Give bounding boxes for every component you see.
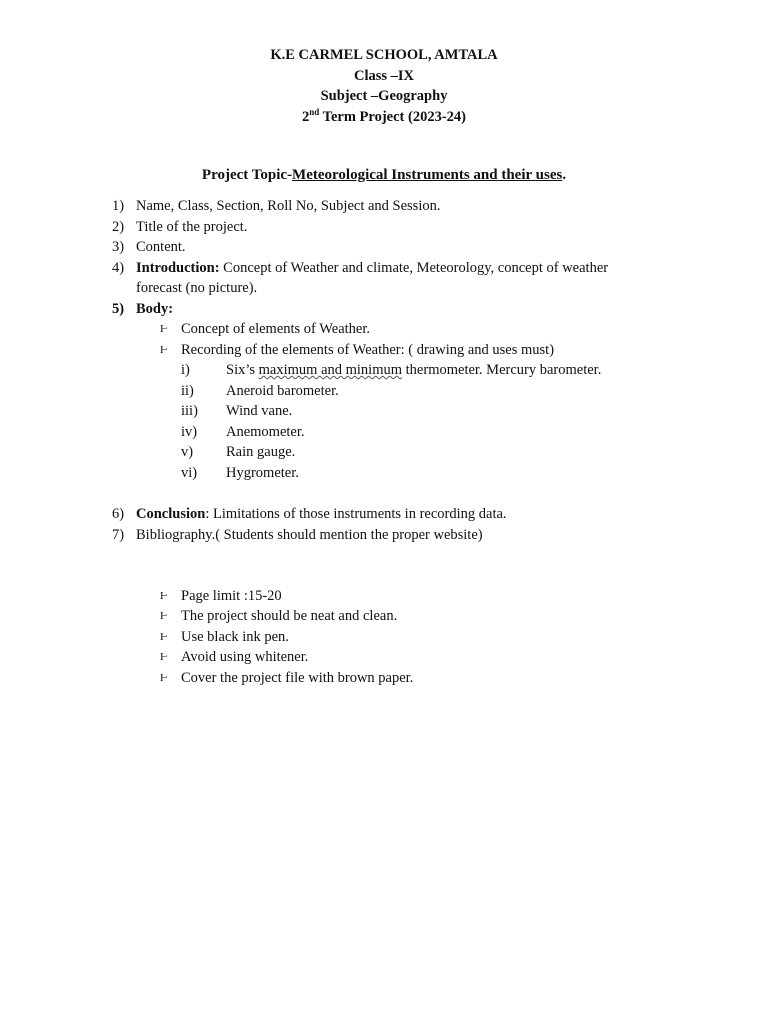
roman-numeral: vi): [181, 464, 198, 481]
bullet-icon: Ⱶ: [160, 630, 168, 643]
guideline-text: Page limit :15-20: [181, 587, 282, 604]
topic-title: Meteorological Instruments and their uses: [292, 167, 563, 183]
instrument-text: [226, 360, 601, 380]
guideline-text: Use black ink pen.: [181, 628, 289, 645]
roman-numeral: ii): [181, 382, 194, 399]
bullet-text: Recording of the elements of Weather: ( drawing and uses must): [181, 341, 555, 358]
item-body: Concept of Weather and climate, Meteorology, concept of weather: [219, 259, 609, 276]
bullet-icon: Ⱶ: [160, 343, 168, 356]
item-text: Name, Class, Section, Roll No, Subject and Session.: [136, 198, 441, 214]
item-number: 4): [112, 259, 125, 276]
item-text: Bibliography.( Students should mention the proper website): [136, 526, 483, 543]
class-line: Class –IX: [353, 67, 415, 84]
roman-numeral: iv): [181, 423, 198, 440]
item-number: 6): [112, 506, 125, 522]
subject-line: Subject –Geography: [320, 88, 448, 104]
school-name: K.E CARMEL SCHOOL, AMTALA: [270, 47, 498, 63]
instrument-text: Aneroid barometer.: [226, 382, 339, 399]
guideline-text: Cover the project file with brown paper.: [181, 669, 414, 686]
document-header: [0, 45, 768, 127]
roman-numeral: v): [181, 444, 194, 460]
roman-numeral: iii): [181, 403, 198, 419]
item-body: : Limitations of those instruments in recording data.: [205, 506, 507, 522]
item-number: 5): [112, 300, 125, 317]
term-line: [0, 107, 768, 128]
item-text: [136, 258, 608, 278]
item-number: 2): [112, 218, 125, 235]
instrument-pre: Six’s: [226, 362, 259, 378]
instrument-text: Anemometer.: [226, 423, 305, 440]
item-text: Title of the project.: [136, 218, 248, 235]
bullet-icon: Ⱶ: [160, 651, 168, 663]
term-superscript: nd: [309, 106, 320, 117]
instrument-text: Wind vane.: [226, 403, 293, 419]
instrument-text: Hygrometer.: [226, 464, 299, 481]
term-ordinal: 2: [302, 108, 310, 125]
term-rest: Term Project (2023-24): [319, 108, 466, 125]
bullet-icon: Ⱶ: [160, 589, 168, 602]
item-number: 7): [112, 526, 125, 543]
bullet-icon: Ⱶ: [160, 610, 168, 622]
item-text: forecast (no picture).: [136, 280, 258, 296]
topic-suffix: .: [562, 167, 567, 183]
item-text: [136, 504, 507, 524]
item-heading: Body:: [136, 300, 174, 317]
item-text: Content.: [136, 239, 186, 255]
guideline-text: Avoid using whitener.: [181, 649, 309, 665]
guideline-text: The project should be neat and clean.: [181, 608, 398, 624]
item-number: 1): [112, 198, 125, 214]
instrument-wavy: maximum and minimum: [258, 362, 403, 378]
instrument-text: Rain gauge.: [226, 444, 296, 460]
instrument-post: thermometer. Mercury barometer.: [402, 362, 602, 378]
topic-prefix: Project Topic-: [201, 167, 293, 183]
bullet-icon: Ⱶ: [160, 671, 168, 684]
project-topic: [0, 165, 768, 185]
item-number: 3): [112, 239, 125, 255]
item-heading: Conclusion: [136, 506, 206, 522]
bullet-icon: Ⱶ: [160, 323, 168, 335]
bullet-text: Concept of elements of Weather.: [181, 321, 371, 337]
item-heading: Introduction:: [136, 259, 220, 276]
roman-numeral: i): [181, 362, 190, 378]
